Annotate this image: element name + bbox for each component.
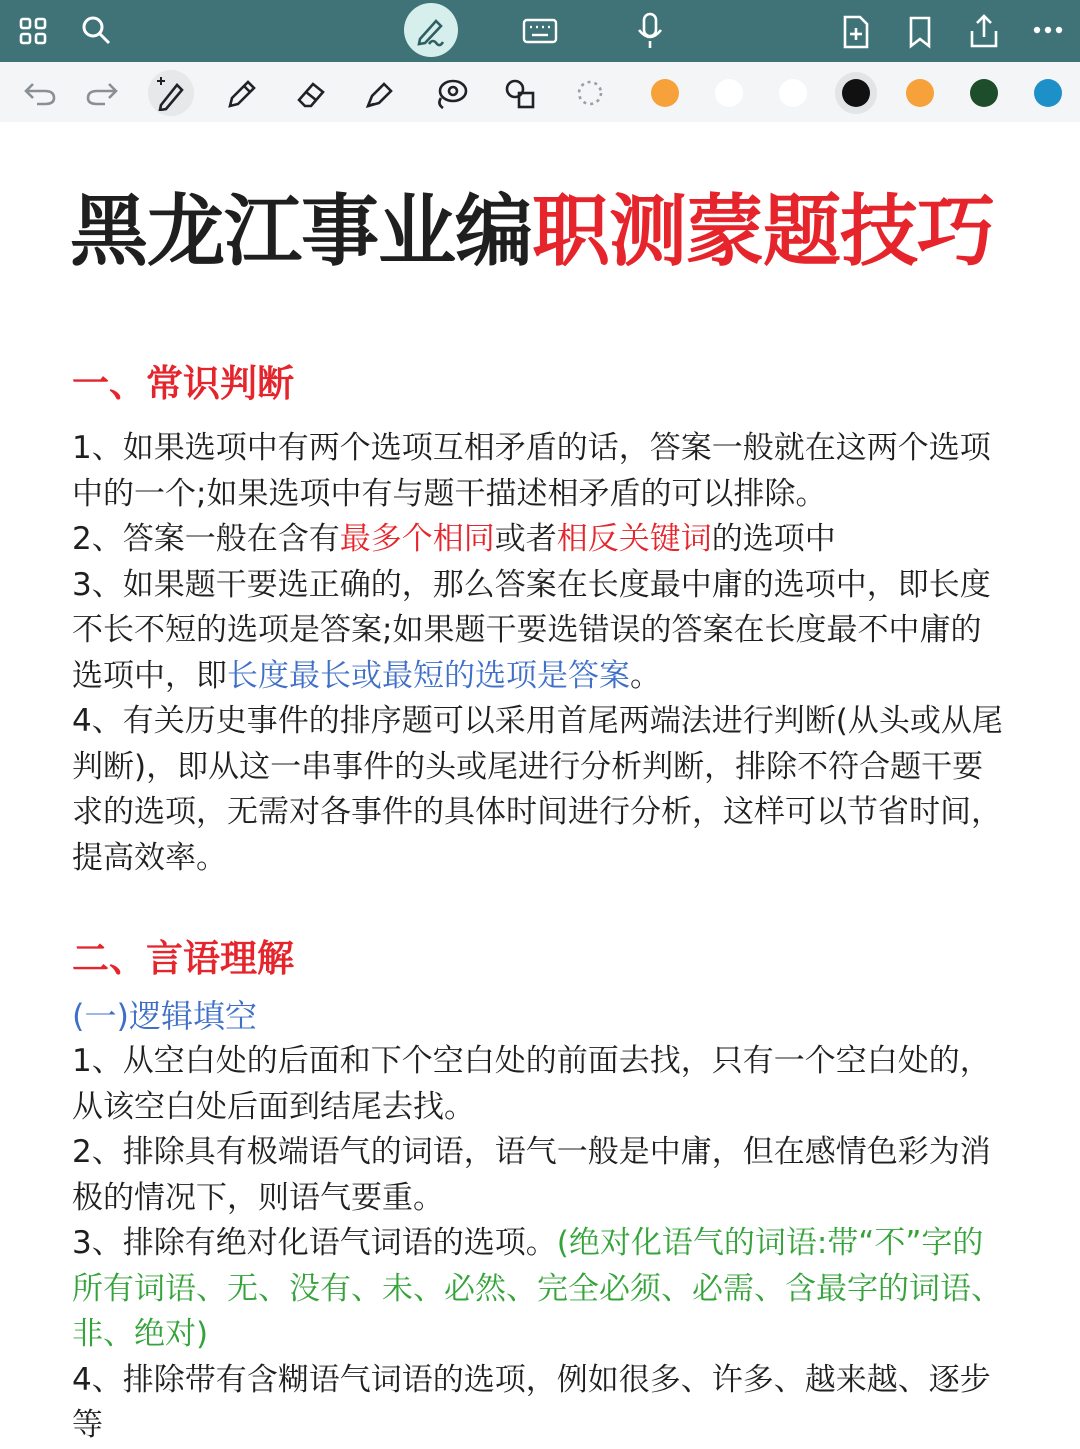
highlight-red: 最多个相同 (339, 521, 495, 557)
text-run: 的选项中 (711, 521, 836, 557)
title-part-red: 职测蒙题技巧 (532, 187, 995, 277)
title-part-black: 黑龙江事业编 (70, 187, 533, 277)
paragraph-2 (72, 517, 1012, 563)
lasso-icon[interactable] (430, 74, 472, 114)
laser-pointer-icon[interactable] (568, 74, 610, 114)
top-app-bar (0, 0, 1080, 62)
section-heading-verbal-comprehension: 二、言语理解 (72, 937, 294, 980)
color-swatch-white-2[interactable] (779, 79, 807, 107)
pen-sparkle-icon (155, 75, 187, 111)
text-run: 2、答案一般在含有 (72, 521, 340, 557)
share-icon[interactable] (964, 10, 1004, 52)
color-swatch-dark-green[interactable] (970, 79, 998, 107)
paragraph-3 (72, 563, 1012, 700)
more-options-icon[interactable] (1028, 14, 1068, 46)
paragraph-1: 1、如果选项中有两个选项互相矛盾的话，答案一般就在这两个选项中的一个;如果选项中有与题干描述相矛盾的可以排除。 (72, 430, 991, 512)
undo-icon[interactable] (20, 76, 60, 110)
eraser-icon[interactable] (292, 74, 332, 114)
subsection-heading: (一)逻辑填空 (72, 997, 257, 1035)
grid-icon[interactable] (14, 12, 52, 50)
text-run: 3、如果题干要选正确的，那么答案在长度最中庸的选项中，即长度不长不短的选项是答案;如果题干要选错误的答案在长度最不中庸的选项中，即 (72, 566, 991, 694)
color-swatch-blue[interactable] (1034, 79, 1062, 107)
pencil-icon[interactable] (222, 74, 262, 114)
paragraph-7 (72, 1221, 1012, 1358)
highlight-green: (绝对化语气的词语:带“不”字的所有词语、无、没有、未、必然、完全必须、必需、含最字的词语、非、绝对) (72, 1225, 1002, 1352)
redo-icon[interactable] (82, 76, 122, 110)
color-swatch-orange-2[interactable] (906, 79, 934, 107)
shapes-icon[interactable] (500, 74, 542, 114)
section-heading-general-knowledge: 一、常识判断 (72, 362, 294, 405)
smart-pen-tool[interactable] (148, 70, 194, 116)
add-page-icon[interactable] (838, 12, 874, 52)
keyboard-icon[interactable] (520, 12, 560, 50)
pen-writing-icon (414, 13, 448, 47)
highlight-red: 相反关键词 (556, 521, 712, 557)
color-swatch-orange[interactable] (651, 79, 679, 107)
bookmark-icon[interactable] (902, 12, 938, 52)
text-run: 或者 (494, 521, 557, 557)
paragraph-8: 4、排除带有含糊语气词语的选项，例如很多、许多、越来越、逐步等 (72, 1361, 991, 1443)
paragraph-4: 4、有关历史事件的排序题可以采用首尾两端法进行判断(从头或从尾判断)，即从这一串事件的头或尾进行分析判断，排除不符合题干要求的选项，无需对各事件的具体时间进行分析，这样可以节省时间，提高效率。 (72, 703, 1003, 876)
search-icon[interactable] (76, 10, 116, 50)
text-run: 。 (630, 657, 661, 694)
paragraph-5: 1、从空白处的后面和下个空白处的前面去找，只有一个空白处的，从该空白处后面到结尾去找。 (72, 1043, 991, 1125)
paragraph-6: 2、排除具有极端语气的词语，语气一般是中庸，但在感情色彩为消极的情况下，则语气要重。 (72, 1134, 991, 1216)
page-title (70, 182, 1012, 282)
microphone-icon[interactable] (632, 10, 668, 52)
note-content (72, 160, 1012, 1449)
handwriting-mode-button[interactable] (404, 3, 458, 57)
text-run: 3、排除有绝对化语气词语的选项。 (72, 1225, 557, 1261)
highlighter-icon[interactable] (360, 74, 400, 114)
color-swatch-black[interactable] (842, 79, 870, 107)
color-swatch-white[interactable] (715, 79, 743, 107)
highlight-blue: 长度最长或最短的选项是答案 (227, 657, 630, 694)
